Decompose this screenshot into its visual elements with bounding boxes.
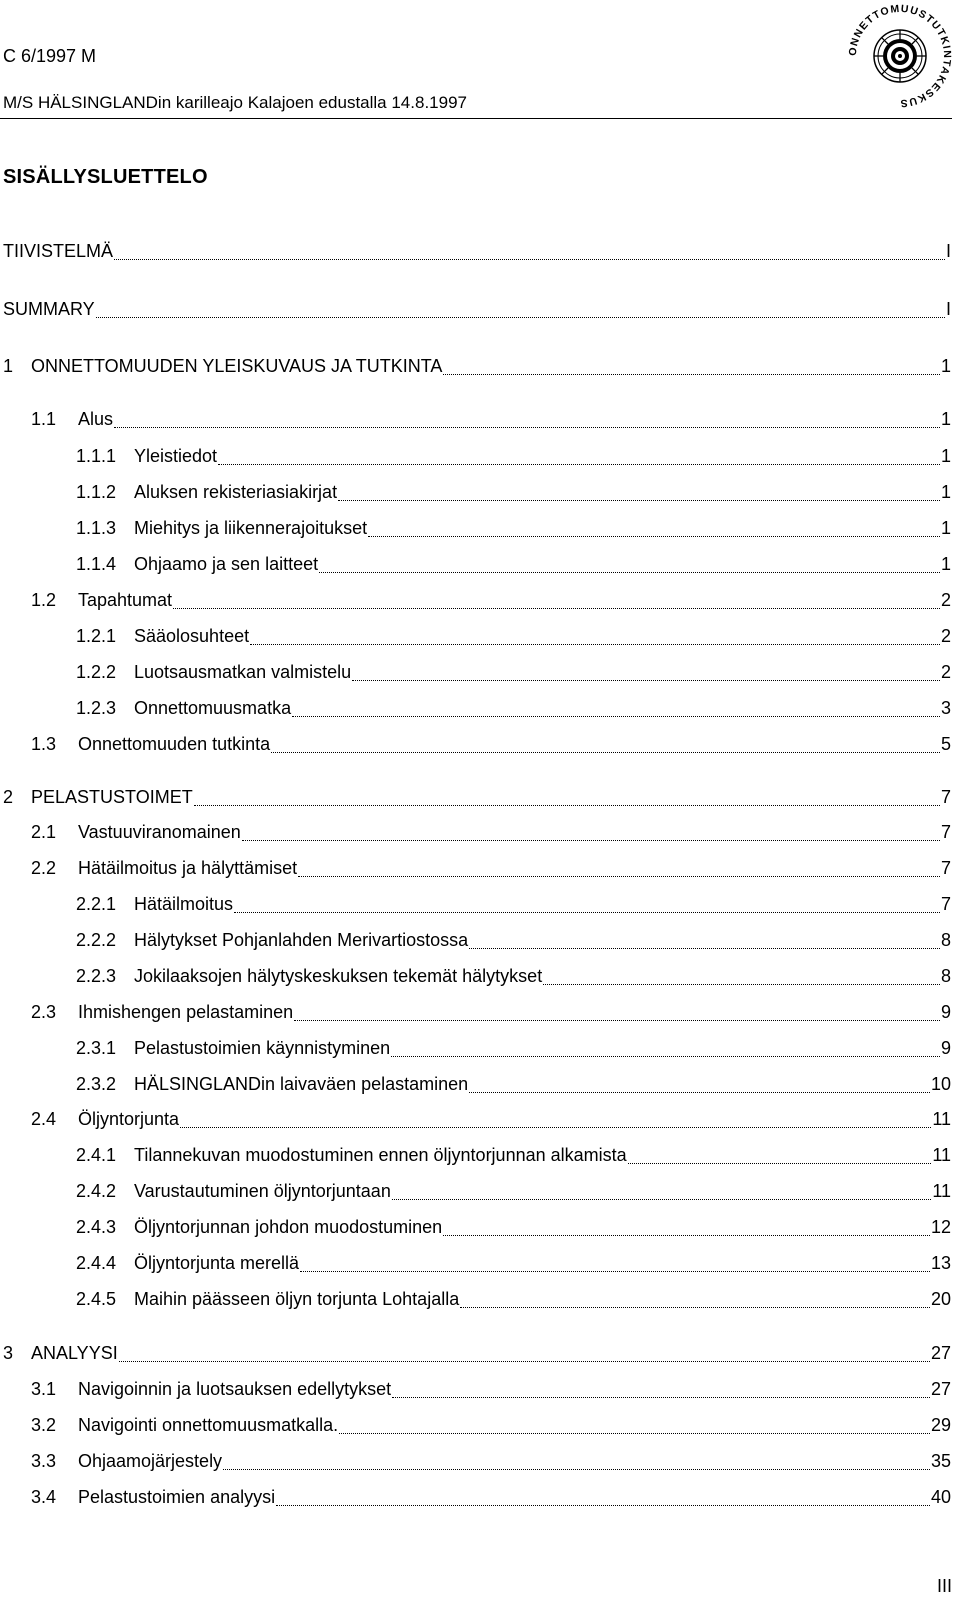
toc-entry[interactable]: [0, 1289, 951, 1315]
toc-entry-number: 3: [3, 1343, 14, 1363]
toc-entry-page: 1: [940, 518, 951, 538]
toc-entry-number: 2.2: [31, 858, 57, 878]
toc-entry[interactable]: [0, 1379, 951, 1405]
toc-entry-label: ONNETTOMUUDEN YLEISKUVAUS JA TUTKINTA: [31, 356, 443, 376]
toc-entry[interactable]: [0, 446, 951, 472]
toc-entry-page: 7: [940, 822, 951, 842]
toc-dot-leader: [352, 679, 940, 681]
toc-dot-leader: [368, 535, 940, 537]
toc-dot-leader: [250, 643, 940, 645]
toc-entry[interactable]: [0, 787, 951, 813]
toc-entry-page: 7: [940, 858, 951, 878]
toc-entry-number: 2.4.1: [76, 1145, 117, 1165]
toc-entry-number: 2.4: [31, 1109, 57, 1129]
toc-entry-number: 2.1: [31, 822, 57, 842]
toc-entry-page: 12: [930, 1217, 951, 1237]
toc-entry[interactable]: [0, 518, 951, 544]
toc-dot-leader: [242, 839, 940, 841]
toc-entry[interactable]: [0, 409, 951, 435]
toc-dot-leader: [628, 1162, 932, 1164]
toc-entry[interactable]: [0, 1343, 951, 1369]
toc-entry-label: Hätäilmoitus: [134, 894, 234, 914]
toc-dot-leader: [223, 1468, 930, 1470]
toc-entry[interactable]: [0, 698, 951, 724]
toc-entry-label: Vastuuviranomainen: [78, 822, 241, 842]
toc-dot-leader: [460, 1306, 930, 1308]
toc-entry-page: 11: [932, 1109, 951, 1129]
toc-dot-leader: [234, 911, 940, 913]
toc-entry[interactable]: [0, 1487, 951, 1513]
toc-entry-number: 1.1.2: [76, 482, 117, 502]
toc-entry-number: 1.1.4: [76, 554, 117, 574]
toc-entry-page: 9: [940, 1002, 951, 1022]
toc-entry-page: 8: [940, 966, 951, 986]
toc-entry-page: 1: [940, 554, 951, 574]
toc-entry[interactable]: [0, 241, 951, 267]
toc-entry-number: 2.3.1: [76, 1038, 117, 1058]
toc-dot-leader: [443, 373, 940, 375]
toc-entry-number: 2.3: [31, 1002, 57, 1022]
toc-entry-label: Navigoinnin ja luotsauksen edellytykset: [78, 1379, 392, 1399]
toc-entry-page: 20: [930, 1289, 951, 1309]
toc-entry[interactable]: [0, 734, 951, 760]
toc-entry-number: 1.1.3: [76, 518, 117, 538]
toc-entry-page: 8: [940, 930, 951, 950]
toc-entry-page: 1: [940, 446, 951, 466]
toc-entry-label: ANALYYSI: [31, 1343, 118, 1363]
toc-entry-number: 2.3.2: [76, 1074, 117, 1094]
toc-entry[interactable]: [0, 858, 951, 884]
toc-entry-label: Pelastustoimien analyysi: [78, 1487, 276, 1507]
toc-entry-page: I: [945, 241, 951, 261]
toc-entry-number: 1.2.1: [76, 626, 117, 646]
toc-entry[interactable]: [0, 482, 951, 508]
toc-dot-leader: [218, 463, 940, 465]
toc-dot-leader: [114, 258, 945, 260]
toc-dot-leader: [173, 607, 940, 609]
toc-entry-page: 2: [940, 626, 951, 646]
toc-entry[interactable]: [0, 822, 951, 848]
toc-dot-leader: [469, 1091, 930, 1093]
toc-entry-number: 1: [3, 356, 14, 376]
toc-entry[interactable]: [0, 299, 951, 325]
toc-entry-number: 3.4: [31, 1487, 57, 1507]
toc-entry-number: 1.3: [31, 734, 57, 754]
toc-entry-label: Yleistiedot: [134, 446, 218, 466]
toc-entry-page: 7: [940, 894, 951, 914]
toc-entry-label: Onnettomuusmatka: [134, 698, 292, 718]
toc-entry-number: 2.2.3: [76, 966, 117, 986]
toc-entry-label: PELASTUSTOIMET: [31, 787, 193, 807]
toc-entry-label: Luotsausmatkan valmistelu: [134, 662, 352, 682]
toc-entry-page: 1: [940, 409, 951, 429]
logo-text: ONNETTOMUUSTUTKINTAKESKUS: [846, 2, 954, 110]
toc-entry[interactable]: [0, 1145, 951, 1171]
toc-entry[interactable]: [0, 966, 951, 992]
toc-dot-leader: [339, 1432, 930, 1434]
toc-entry-number: 3.1: [31, 1379, 57, 1399]
toc-entry-page: 40: [930, 1487, 951, 1507]
toc-entry-label: SUMMARY: [3, 299, 95, 319]
toc-entry-number: 1.2.3: [76, 698, 117, 718]
toc-dot-leader: [391, 1055, 940, 1057]
toc-entry-label: Pelastustoimien käynnistyminen: [134, 1038, 391, 1058]
toc-entry-label: Öljyntorjunta merellä: [134, 1253, 300, 1273]
page-number: III: [936, 1576, 952, 1596]
toc-entry-page: 10: [930, 1074, 951, 1094]
toc-entry-number: 1.2: [31, 590, 57, 610]
toc-entry-number: 2.2.2: [76, 930, 117, 950]
toc-entry[interactable]: [0, 930, 951, 956]
toc-entry-label: Jokilaaksojen hälytyskeskuksen tekemät hälytykset: [134, 966, 543, 986]
toc-entry-number: 1.1: [31, 409, 57, 429]
toc-entry[interactable]: [0, 356, 951, 382]
toc-entry-page: 13: [930, 1253, 951, 1273]
toc-entry-label: Hälytykset Pohjanlahden Merivartiostossa: [134, 930, 469, 950]
toc-entry-label: Sääolosuhteet: [134, 626, 250, 646]
toc-entry-label: Onnettomuuden tutkinta: [78, 734, 271, 754]
toc-entry-page: 11: [932, 1145, 951, 1165]
toc-entry-number: 2.2.1: [76, 894, 117, 914]
toc-entry-page: 11: [932, 1181, 951, 1201]
toc-entry[interactable]: [0, 662, 951, 688]
toc-entry-page: 27: [930, 1379, 951, 1399]
toc-entry-label: Ohjaamo ja sen laitteet: [134, 554, 319, 574]
toc-entry-number: 1.2.2: [76, 662, 117, 682]
toc-entry[interactable]: [0, 626, 951, 652]
toc-entry-page: 5: [940, 734, 951, 754]
toc-entry-label: Aluksen rekisteriasiakirjat: [134, 482, 338, 502]
toc-entry-page: 2: [940, 590, 951, 610]
toc-entry[interactable]: [0, 590, 951, 616]
toc-entry-label: Öljyntorjunnan johdon muodostuminen: [134, 1217, 443, 1237]
document-code: C 6/1997 M: [3, 46, 97, 66]
toc-entry[interactable]: [0, 1109, 951, 1135]
toc-entry-page: 9: [940, 1038, 951, 1058]
toc-entry[interactable]: [0, 1415, 951, 1441]
toc-title: SISÄLLYSLUETTELO: [3, 166, 208, 188]
toc-entry[interactable]: [0, 1038, 951, 1064]
toc-entry-number: 2.4.2: [76, 1181, 117, 1201]
toc-entry[interactable]: [0, 1451, 951, 1477]
toc-entry[interactable]: [0, 554, 951, 580]
toc-entry-label: Miehitys ja liikennerajoitukset: [134, 518, 368, 538]
toc-dot-leader: [392, 1198, 931, 1200]
toc-dot-leader: [443, 1234, 930, 1236]
toc-dot-leader: [292, 715, 940, 717]
toc-dot-leader: [319, 571, 940, 573]
toc-entry-number: 1.1.1: [76, 446, 117, 466]
toc-dot-leader: [271, 751, 940, 753]
toc-entry-label: Ihmishengen pelastaminen: [78, 1002, 294, 1022]
toc-entry-number: 3.2: [31, 1415, 57, 1435]
toc-entry-label: TIIVISTELMÄ: [3, 241, 114, 261]
toc-entry-label: HÄLSINGLANDin laivaväen pelastaminen: [134, 1074, 469, 1094]
toc-entry-number: 2: [3, 787, 14, 807]
toc-entry-label: Maihin päässeen öljyn torjunta Lohtajalla: [134, 1289, 460, 1309]
toc-entry-number: 2.4.4: [76, 1253, 117, 1273]
toc-dot-leader: [543, 983, 940, 985]
toc-dot-leader: [294, 1019, 940, 1021]
toc-entry-label: Varustautuminen öljyntorjuntaan: [134, 1181, 391, 1201]
toc-entry[interactable]: [0, 894, 951, 920]
toc-dot-leader: [469, 947, 940, 949]
toc-entry-page: 29: [930, 1415, 951, 1435]
toc-dot-leader: [114, 426, 940, 428]
toc-entry[interactable]: [0, 1074, 951, 1100]
toc-dot-leader: [298, 875, 940, 877]
toc-entry-label: Tilannekuvan muodostuminen ennen öljyntorjunnan alkamista: [134, 1145, 627, 1165]
toc-dot-leader: [276, 1504, 930, 1506]
toc-entry-number: 2.4.3: [76, 1217, 117, 1237]
toc-entry-number: 2.4.5: [76, 1289, 117, 1309]
toc-entry[interactable]: [0, 1253, 951, 1279]
toc-entry-page: 2: [940, 662, 951, 682]
toc-entry-page: 7: [940, 787, 951, 807]
toc-entry-label: Alus: [78, 409, 114, 429]
toc-entry-label: Tapahtumat: [78, 590, 173, 610]
toc-entry-page: 1: [940, 356, 951, 376]
toc-entry-label: Öljyntorjunta: [78, 1109, 180, 1129]
toc-entry-label: Navigointi onnettomuusmatkalla.: [78, 1415, 339, 1435]
toc-dot-leader: [96, 316, 945, 318]
toc-entry[interactable]: [0, 1217, 951, 1243]
toc-entry-number: 3.3: [31, 1451, 57, 1471]
toc-dot-leader: [194, 804, 940, 806]
document-subject: M/S HÄLSINGLANDin karilleajo Kalajoen edustalla 14.8.1997: [3, 93, 467, 112]
toc-entry-label: Ohjaamojärjestely: [78, 1451, 223, 1471]
toc-entry-page: 27: [930, 1343, 951, 1363]
toc-dot-leader: [180, 1126, 931, 1128]
toc-entry[interactable]: [0, 1002, 951, 1028]
toc-entry-page: I: [945, 299, 951, 319]
toc-entry-page: 1: [940, 482, 951, 502]
toc-entry-label: Hätäilmoitus ja hälyttämiset: [78, 858, 298, 878]
toc-entry-page: 35: [930, 1451, 951, 1471]
toc-dot-leader: [119, 1360, 930, 1362]
toc-dot-leader: [392, 1396, 930, 1398]
toc-entry[interactable]: [0, 1181, 951, 1207]
toc-dot-leader: [300, 1270, 930, 1272]
toc-entry-page: 3: [940, 698, 951, 718]
toc-dot-leader: [338, 499, 940, 501]
